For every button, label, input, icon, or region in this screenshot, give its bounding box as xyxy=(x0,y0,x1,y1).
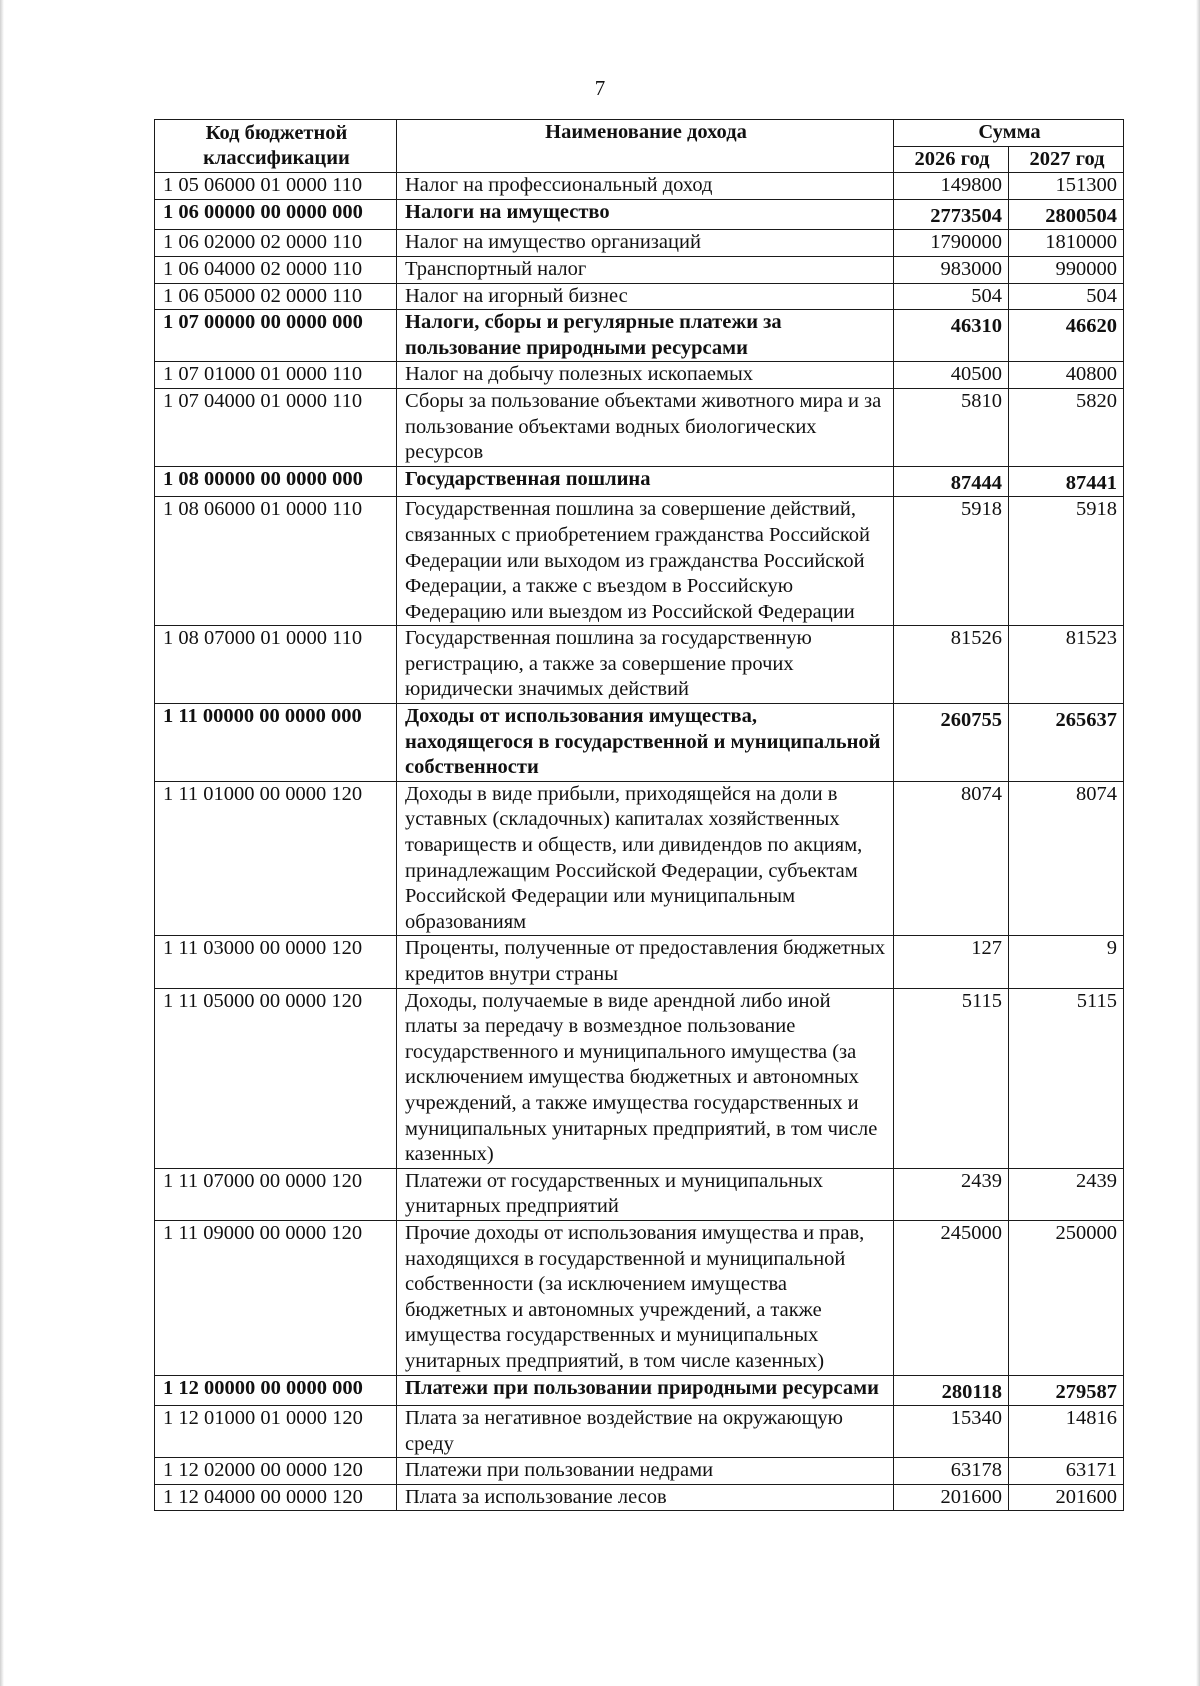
cell-name: Плата за негативное воздействие на окружающую среду xyxy=(397,1406,894,1458)
table-row xyxy=(155,988,1124,1168)
cell-name: Сборы за пользование объектами животного мира и за пользование объектами водных биологических ресурсов xyxy=(397,388,894,466)
cell-2027: 46620 xyxy=(1009,310,1124,362)
cell-code: 1 11 01000 00 0000 120 xyxy=(155,781,397,936)
cell-name: Доходы от использования имущества, находящегося в государственной и муниципальной собственности xyxy=(397,704,894,782)
scan-edge-right xyxy=(1196,0,1200,1686)
cell-code: 1 11 00000 00 0000 000 xyxy=(155,704,397,782)
cell-2027: 5820 xyxy=(1009,388,1124,466)
cell-code: 1 08 07000 01 0000 110 xyxy=(155,626,397,704)
cell-code: 1 12 00000 00 0000 000 xyxy=(155,1375,397,1406)
cell-2027: 63171 xyxy=(1009,1458,1124,1485)
cell-2026: 5810 xyxy=(894,388,1009,466)
cell-2027: 8074 xyxy=(1009,781,1124,936)
cell-code: 1 07 00000 00 0000 000 xyxy=(155,310,397,362)
cell-2026: 5115 xyxy=(894,988,1009,1168)
cell-2026: 8074 xyxy=(894,781,1009,936)
cell-code: 1 05 06000 01 0000 110 xyxy=(155,173,397,200)
cell-2026: 46310 xyxy=(894,310,1009,362)
header-sum: Сумма xyxy=(894,120,1124,147)
cell-2027: 279587 xyxy=(1009,1375,1124,1406)
cell-2026: 1790000 xyxy=(894,230,1009,257)
cell-code: 1 12 01000 01 0000 120 xyxy=(155,1406,397,1458)
cell-2026: 149800 xyxy=(894,173,1009,200)
cell-2027: 151300 xyxy=(1009,173,1124,200)
table-row xyxy=(155,1484,1124,1511)
cell-code: 1 08 00000 00 0000 000 xyxy=(155,466,397,497)
table-row xyxy=(155,1458,1124,1485)
cell-name: Платежи при пользовании природными ресурсами xyxy=(397,1375,894,1406)
cell-2027: 201600 xyxy=(1009,1484,1124,1511)
cell-name: Государственная пошлина xyxy=(397,466,894,497)
cell-2027: 40800 xyxy=(1009,362,1124,389)
cell-2026: 260755 xyxy=(894,704,1009,782)
cell-2026: 87444 xyxy=(894,466,1009,497)
cell-2027: 504 xyxy=(1009,283,1124,310)
cell-2027: 87441 xyxy=(1009,466,1124,497)
cell-name: Налоги, сборы и регулярные платежи за пользование природными ресурсами xyxy=(397,310,894,362)
table-row xyxy=(155,497,1124,626)
cell-2027: 5918 xyxy=(1009,497,1124,626)
table-body xyxy=(155,173,1124,1511)
table-row xyxy=(155,781,1124,936)
cell-name: Налог на добычу полезных ископаемых xyxy=(397,362,894,389)
table-row xyxy=(155,1406,1124,1458)
table-row xyxy=(155,626,1124,704)
cell-2026: 5918 xyxy=(894,497,1009,626)
table-row xyxy=(155,283,1124,310)
table-row xyxy=(155,256,1124,283)
table-row xyxy=(155,1168,1124,1220)
cell-2027: 5115 xyxy=(1009,988,1124,1168)
table-row xyxy=(155,173,1124,200)
table-header xyxy=(155,120,1124,173)
cell-code: 1 08 06000 01 0000 110 xyxy=(155,497,397,626)
cell-name: Государственная пошлина за совершение действий, связанных с приобретением гражданства Российской Федерации или выходом из гражданства Российской Федерации, а также с въездом в Российскую Федерацию или выездом из Российской Федерации xyxy=(397,497,894,626)
cell-2026: 2439 xyxy=(894,1168,1009,1220)
table-row xyxy=(155,704,1124,782)
cell-name: Налог на игорный бизнес xyxy=(397,283,894,310)
cell-2027: 265637 xyxy=(1009,704,1124,782)
cell-2026: 81526 xyxy=(894,626,1009,704)
header-year-2026: 2026 год xyxy=(894,146,1009,173)
table-row xyxy=(155,199,1124,230)
header-code: Код бюджетной классификации xyxy=(155,120,397,173)
cell-name: Платежи при пользовании недрами xyxy=(397,1458,894,1485)
cell-code: 1 12 04000 00 0000 120 xyxy=(155,1484,397,1511)
table-row xyxy=(155,936,1124,988)
cell-2027: 81523 xyxy=(1009,626,1124,704)
cell-2026: 2773504 xyxy=(894,199,1009,230)
cell-2027: 250000 xyxy=(1009,1220,1124,1375)
cell-code: 1 11 09000 00 0000 120 xyxy=(155,1220,397,1375)
cell-2027: 2800504 xyxy=(1009,199,1124,230)
cell-2026: 63178 xyxy=(894,1458,1009,1485)
cell-name: Налог на профессиональный доход xyxy=(397,173,894,200)
header-name: Наименование дохода xyxy=(397,120,894,173)
scan-edge-left xyxy=(0,0,4,1686)
cell-code: 1 12 02000 00 0000 120 xyxy=(155,1458,397,1485)
cell-name: Налоги на имущество xyxy=(397,199,894,230)
table-row xyxy=(155,362,1124,389)
cell-name: Доходы, получаемые в виде арендной либо иной платы за передачу в возмездное пользование государственного и муниципального имущества (за исключением имущества бюджетных и автономных учреждений, а также имущества государственных и муниципальных унитарных предприятий, в том числе казенных) xyxy=(397,988,894,1168)
cell-2026: 40500 xyxy=(894,362,1009,389)
cell-code: 1 06 04000 02 0000 110 xyxy=(155,256,397,283)
cell-2026: 127 xyxy=(894,936,1009,988)
table-row xyxy=(155,1375,1124,1406)
cell-2026: 983000 xyxy=(894,256,1009,283)
cell-2027: 1810000 xyxy=(1009,230,1124,257)
cell-2027: 2439 xyxy=(1009,1168,1124,1220)
cell-code: 1 11 07000 00 0000 120 xyxy=(155,1168,397,1220)
cell-2027: 14816 xyxy=(1009,1406,1124,1458)
cell-name: Транспортный налог xyxy=(397,256,894,283)
cell-2026: 245000 xyxy=(894,1220,1009,1375)
cell-2027: 9 xyxy=(1009,936,1124,988)
cell-code: 1 07 01000 01 0000 110 xyxy=(155,362,397,389)
table-row xyxy=(155,310,1124,362)
cell-2026: 15340 xyxy=(894,1406,1009,1458)
cell-2026: 504 xyxy=(894,283,1009,310)
cell-code: 1 06 05000 02 0000 110 xyxy=(155,283,397,310)
cell-name: Прочие доходы от использования имущества и прав, находящихся в государственной и муниципальной собственности (за исключением имущества бюджетных и автономных учреждений, а также имущества государственных и муниципальных унитарных предприятий, в том числе казенных) xyxy=(397,1220,894,1375)
table-row xyxy=(155,388,1124,466)
cell-2026: 280118 xyxy=(894,1375,1009,1406)
cell-name: Платежи от государственных и муниципальных унитарных предприятий xyxy=(397,1168,894,1220)
page-number: 7 xyxy=(594,76,606,100)
cell-name: Налог на имущество организаций xyxy=(397,230,894,257)
cell-2027: 990000 xyxy=(1009,256,1124,283)
cell-code: 1 06 00000 00 0000 000 xyxy=(155,199,397,230)
cell-name: Доходы в виде прибыли, приходящейся на доли в уставных (складочных) капиталах хозяйственных товариществ и обществ, или дивидендов по акциям, принадлежащим Российской Федерации, субъектам Российской Федерации или муниципальным образованиям xyxy=(397,781,894,936)
cell-code: 1 07 04000 01 0000 110 xyxy=(155,388,397,466)
cell-code: 1 11 03000 00 0000 120 xyxy=(155,936,397,988)
cell-name: Государственная пошлина за государственную регистрацию, а также за совершение прочих юридически значимых действий xyxy=(397,626,894,704)
table-row xyxy=(155,230,1124,257)
budget-revenue-table xyxy=(154,119,1124,1511)
table-row xyxy=(155,1220,1124,1375)
cell-name: Проценты, полученные от предоставления бюджетных кредитов внутри страны xyxy=(397,936,894,988)
cell-name: Плата за использование лесов xyxy=(397,1484,894,1511)
cell-2026: 201600 xyxy=(894,1484,1009,1511)
header-year-2027: 2027 год xyxy=(1009,146,1124,173)
cell-code: 1 06 02000 02 0000 110 xyxy=(155,230,397,257)
table-row xyxy=(155,466,1124,497)
cell-code: 1 11 05000 00 0000 120 xyxy=(155,988,397,1168)
